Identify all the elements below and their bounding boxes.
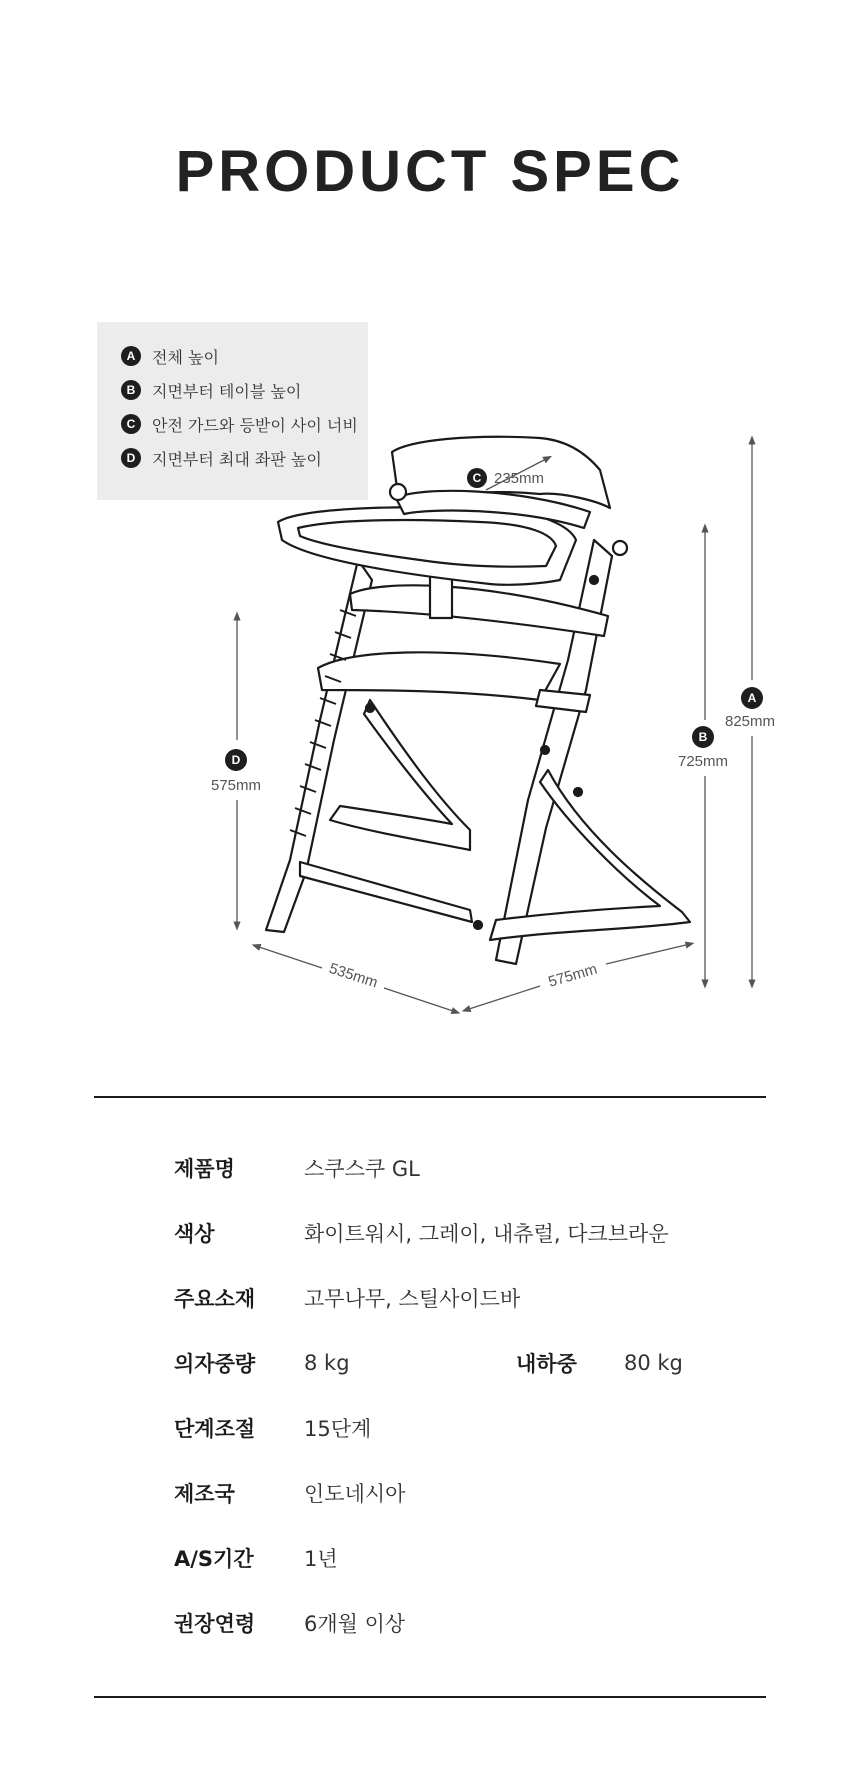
dimension-c-value: 235mm [494, 470, 545, 487]
legend-label-a: 전체 높이 [152, 347, 219, 367]
badge-b: B [121, 380, 141, 400]
dimension-a [725, 440, 775, 984]
spec-value: 6개월 이상 [304, 1612, 406, 1636]
spec-key: 색상 [174, 1222, 215, 1246]
legend-label-d: 지면부터 최대 좌판 높이 [152, 449, 322, 469]
dimension-width-value: 575mm [546, 960, 600, 991]
divider-bottom [94, 1696, 766, 1698]
spec-value: 15단계 [304, 1417, 372, 1441]
spec-row-material [0, 1278, 860, 1318]
spec-value: 1년 [304, 1547, 338, 1571]
legend-label-c: 안전 가드와 등받이 사이 너비 [152, 415, 358, 435]
spec-value: 8 kg [304, 1351, 350, 1375]
dimension-d [211, 616, 261, 926]
dimension-d-badge: D [231, 753, 241, 767]
dimension-depth-value: 535mm [326, 959, 380, 992]
spec-row-weight [0, 1343, 860, 1383]
divider-top [94, 1096, 766, 1098]
dimension-b-badge: B [698, 730, 708, 744]
dimension-a-value: 825mm [724, 713, 776, 730]
spec-value-load: 80 kg [624, 1351, 683, 1375]
spec-key-load: 내하중 [516, 1352, 577, 1376]
dimension-c-badge: C [472, 471, 482, 485]
badge-a: A [121, 346, 141, 366]
spec-row-product-name [0, 1148, 860, 1188]
spec-row-color [0, 1213, 860, 1253]
high-chair-illustration [266, 437, 690, 964]
spec-key: 제품명 [174, 1157, 235, 1181]
spec-key: 단계조절 [174, 1417, 256, 1441]
dimension-b-value: 725mm [677, 753, 729, 770]
badge-d: D [121, 448, 141, 468]
badge-c: C [121, 414, 141, 434]
spec-key: 권장연령 [174, 1612, 256, 1636]
spec-key: 주요소재 [174, 1287, 256, 1311]
spec-row-adjust [0, 1408, 860, 1448]
spec-row-origin [0, 1473, 860, 1513]
spec-key: 의자중량 [174, 1352, 256, 1376]
legend-label-b: 지면부터 테이블 높이 [152, 381, 302, 401]
spec-row-age [0, 1603, 860, 1643]
spec-value: 스쿠스쿠 GL [304, 1157, 420, 1181]
dimension-d-value: 575mm [210, 777, 262, 794]
spec-value: 화이트워시, 그레이, 내츄럴, 다크브라운 [304, 1222, 669, 1246]
spec-row-warranty [0, 1538, 860, 1578]
spec-key: A/S기간 [174, 1547, 254, 1571]
spec-key: 제조국 [174, 1482, 235, 1506]
page-title: PRODUCT SPEC [175, 139, 685, 204]
dimension-a-badge: A [747, 691, 757, 705]
spec-value: 고무나무, 스틸사이드바 [304, 1287, 521, 1311]
dimension-depth [256, 946, 456, 1012]
spec-value: 인도네시아 [304, 1482, 406, 1506]
